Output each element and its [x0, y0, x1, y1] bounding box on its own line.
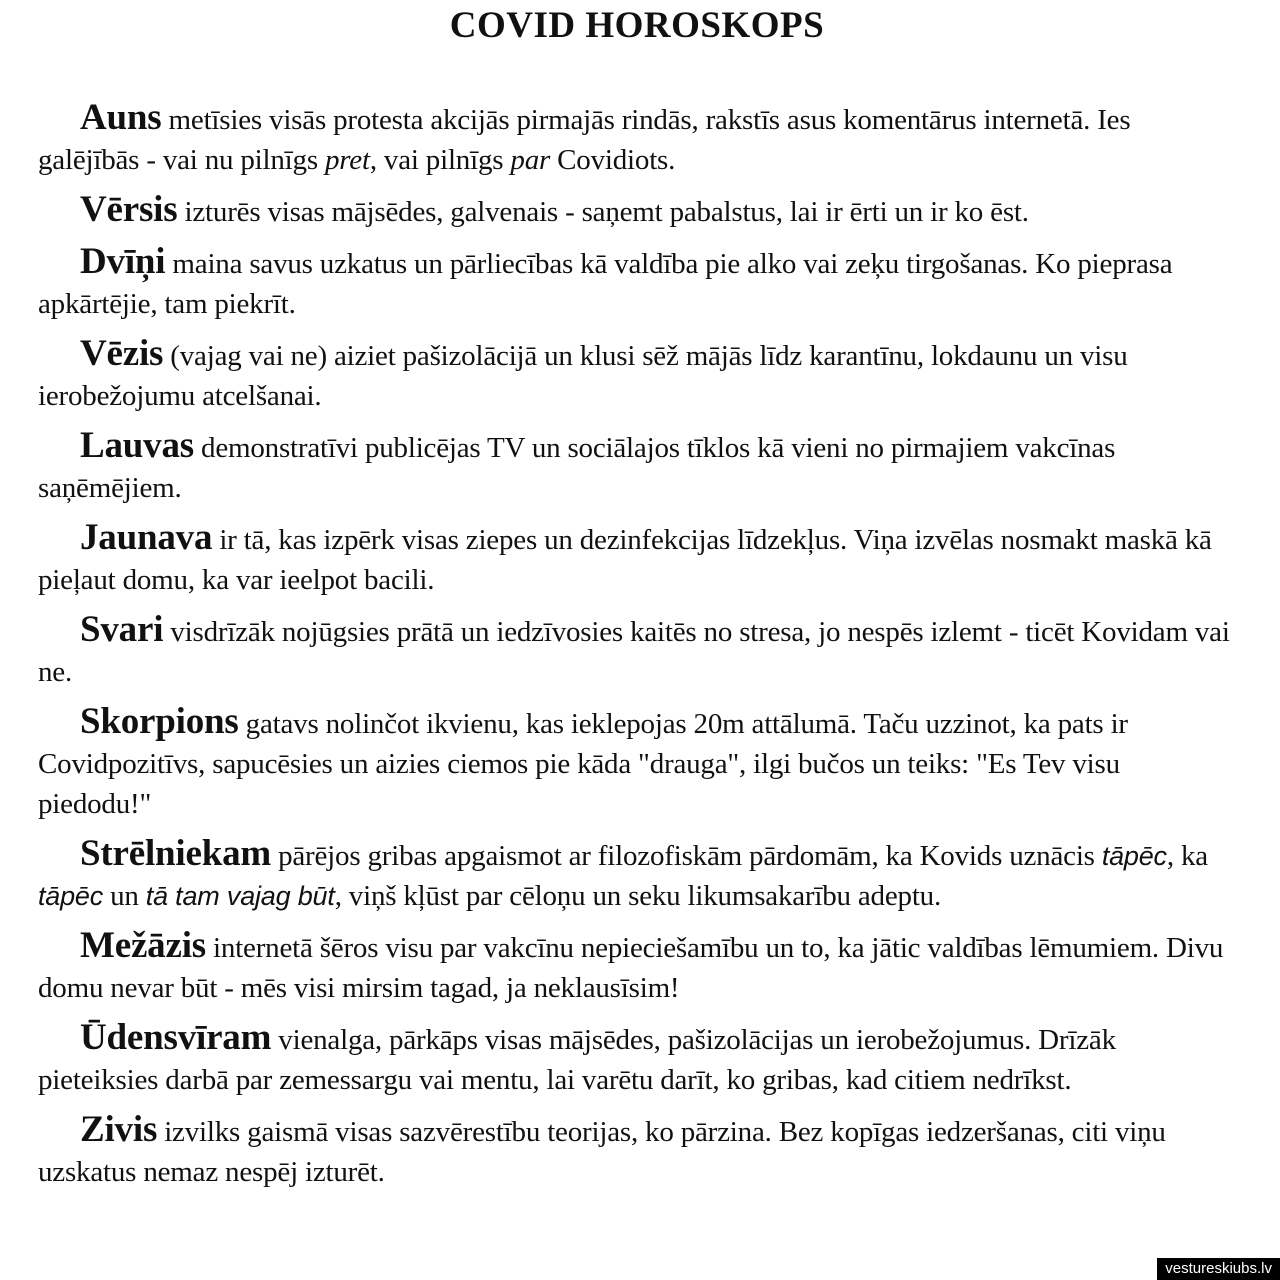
horoscope-entry — [38, 1018, 1236, 1100]
entry-text: ir tā, kas izpērk visas ziepes un dezinfekcijas līdzekļus. Viņa izvēlas nosmakt maskā kā pieļaut domu, ka var ieelpot bacili. — [38, 524, 1212, 596]
horoscope-entry — [38, 518, 1236, 600]
page-title: COVID HOROSKOPS — [449, 5, 825, 46]
zodiac-sign-name: Dvīņi — [80, 241, 166, 282]
entry-text: demonstratīvi publicējas TV un sociālajos tīklos kā vieni no pirmajiem vakcīnas saņēmējiem. — [38, 432, 1116, 504]
entry-text: , vai pilnīgs — [369, 144, 511, 176]
entry-text: pārējos gribas apgaismot ar filozofiskām pārdomām, ka Kovids uznācis — [271, 840, 1102, 872]
entry-text: un — [103, 880, 146, 912]
emphasis-text: tāpēc — [38, 881, 104, 911]
horoscope-entry — [38, 702, 1236, 824]
zodiac-sign-name: Strēlniekam — [80, 833, 272, 874]
zodiac-sign-name: Jaunava — [80, 517, 213, 558]
zodiac-sign-name: Auns — [80, 97, 162, 138]
entry-text: izvilks gaismā visas sazvērestību teorijas, ko pārzina. Bez kopīgas iedzeršanas, citi viņu uzskatus nemaz nespēj izturēt. — [38, 1116, 1166, 1188]
entry-text: vienalga, pārkāps visas mājsēdes, pašizolācijas un ierobežojumus. Drīzāk pieteiksies darbā par zemessargu vai mentu, lai varētu darīt, ko gribas, kad citiem nedrīkst. — [38, 1024, 1116, 1096]
entry-text: gatavs nolinčot ikvienu, kas ieklepojas 20m attālumā. Taču uzzinot, ka pats ir Covidpozitīvs, sapucēsies un aizies ciemos pie kāda "drauga", ilgi bučos un teiks: "Es Tev visu piedodu!" — [38, 708, 1128, 820]
zodiac-sign-name: Vērsis — [80, 189, 178, 230]
horoscope-entry — [38, 610, 1236, 692]
zodiac-sign-name: Vēzis — [80, 333, 164, 374]
entry-text: internetā šēros visu par vakcīnu nepieciešamību un to, ka jātic valdības lēmumiem. Divu domu nevar būt - mēs visi mirsim tagad, ja neklausīsim! — [38, 932, 1224, 1004]
entry-text: izturēs visas mājsēdes, galvenais - saņemt pabalstus, lai ir ērti un ir ko ēst. — [177, 196, 1029, 228]
entry-text: visdrīzāk nojūgsies prātā un iedzīvosies kaitēs no stresa, jo nespēs izlemt - ticēt Kovidam vai ne. — [38, 616, 1230, 688]
horoscope-entry — [38, 334, 1236, 416]
horoscope-entry — [38, 926, 1236, 1008]
emphasis-text: tāpēc — [1101, 841, 1167, 871]
zodiac-sign-name: Lauvas — [80, 425, 194, 466]
horoscope-entry — [38, 242, 1236, 324]
horoscope-entry — [38, 426, 1236, 508]
zodiac-sign-name: Mežāzis — [80, 925, 206, 966]
horoscope-entry — [38, 98, 1236, 180]
emphasis-text: par — [510, 144, 551, 176]
horoscope-entry — [38, 1110, 1236, 1192]
zodiac-sign-name: Zivis — [80, 1109, 158, 1150]
horoscope-list — [38, 98, 1236, 1192]
entry-text: , viņš kļūst par cēloņu un seku likumsakarību adeptu. — [334, 880, 942, 912]
zodiac-sign-name: Ūdensvīram — [80, 1017, 272, 1058]
entry-text: metīsies visās protesta akcijās pirmajās rindās, rakstīs asus komentārus internetā. Ies galējībās - vai nu pilnīgs — [38, 104, 1131, 176]
zodiac-sign-name: Skorpions — [80, 701, 239, 742]
horoscope-entry — [38, 834, 1236, 916]
emphasis-text: tā tam vajag būt — [145, 881, 335, 911]
entry-text: Covidiots. — [550, 144, 676, 176]
entry-text: , ka — [1166, 840, 1208, 872]
horoscope-entry — [38, 190, 1236, 232]
site-watermark: vestureskiubs.lv — [1157, 1258, 1280, 1280]
entry-text: (vajag vai ne) aiziet pašizolācijā un klusi sēž mājās līdz karantīnu, lokdaunu un visu ierobežojumu atcelšanai. — [38, 340, 1128, 412]
entry-text: maina savus uzkatus un pārliecības kā valdība pie alko vai zeķu tirgošanas. Ko pieprasa apkārtējie, tam piekrīt. — [38, 248, 1173, 320]
zodiac-sign-name: Svari — [80, 609, 164, 650]
emphasis-text: pret — [324, 144, 370, 176]
